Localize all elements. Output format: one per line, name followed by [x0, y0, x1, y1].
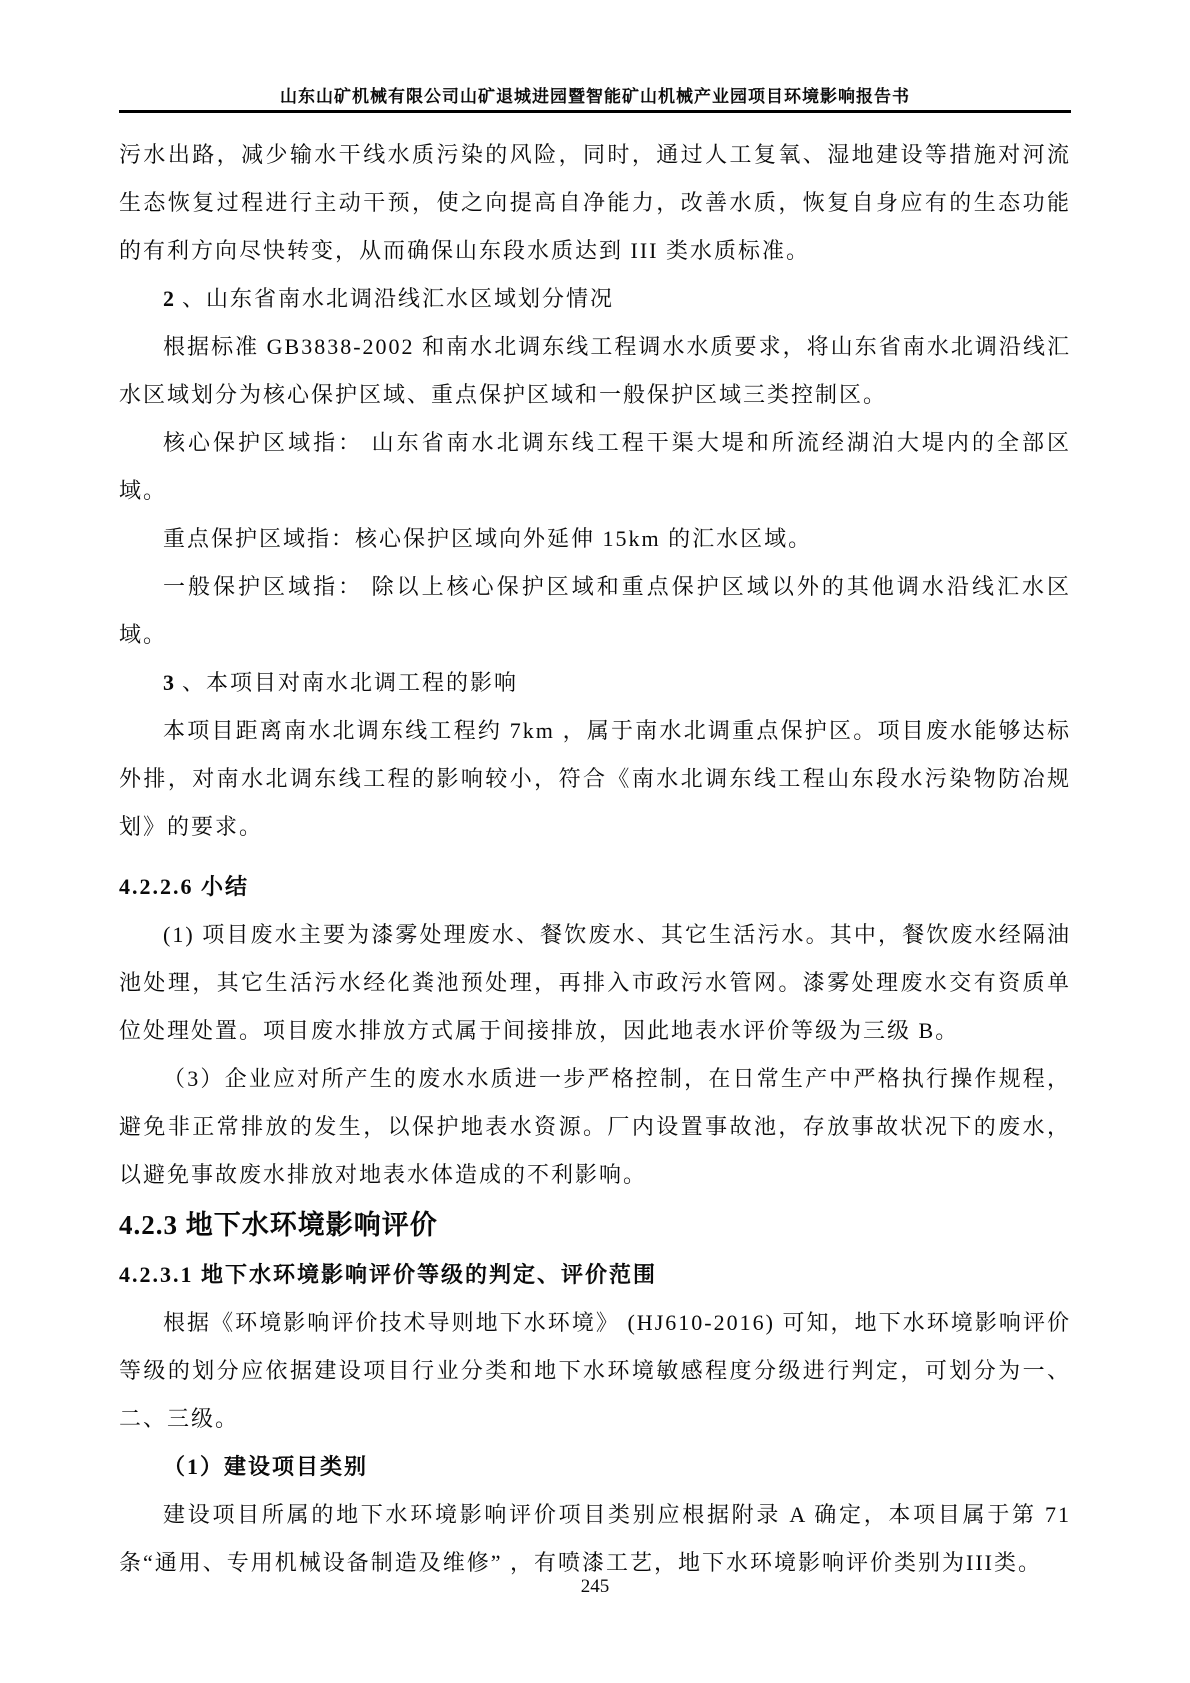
- heading-text: 、本项目对南水北调工程的影响: [182, 670, 519, 695]
- paragraph-hj610-basis: 根据《环境影响评价技术导则地下水环境》 (HJ610-2016) 可知，地下水环境影响评价等级的划分应依据建设项目行业分类和地下水环境敏感程度分级进行判定，可划分为一、二、三级。: [119, 1310, 1071, 1431]
- section-heading-4231-grade: 4.2.3.1 地下水环境影响评价等级的判定、评价范围: [119, 1262, 658, 1287]
- heading-number: 3: [163, 670, 176, 695]
- paragraph-core-protection-zone: 核心保护区域指： 山东省南水北调东线工程干渠大堤和所流经湖泊大堤内的全部区域。: [119, 430, 1071, 503]
- header-divider-line: [119, 110, 1071, 113]
- paragraph-summary-item-3: （3）企业应对所产生的废水水质进一步严格控制，在日常生产中严格执行操作规程，避免非正常排放的发生，以保护地表水资源。厂内设置事故池，存放事故状况下的废水，以避免事故废水排放对地表水体造成的不利影响。: [119, 1066, 1071, 1187]
- page-body: [119, 131, 1071, 1587]
- paragraph-project-distance: 本项目距离南水北调东线工程约 7km ，属于南水北调重点保护区。项目废水能够达标外排，对南水北调东线工程的影响较小，符合《南水北调东线工程山东段水污染物防冶规划》的要求。: [119, 718, 1071, 839]
- heading-text: 、山东省南水北调沿线汇水区域划分情况: [182, 286, 615, 311]
- section-heading-project-impact: [119, 659, 1071, 707]
- heading-project-category: （1）建设项目类别: [163, 1454, 369, 1479]
- paragraph-wastewater-outlet: 污水出路，减少输水干线水质污染的风险，同时，通过人工复氧、湿地建设等措施对河流生态恢复过程进行主动干预，使之向提高自净能力，改善水质，恢复自身应有的生态功能的有利方向尽快转变，从而确保山东段水质达到 III 类水质标准。: [119, 142, 1071, 263]
- paragraph-general-protection-zone: 一般保护区域指： 除以上核心保护区域和重点保护区域以外的其他调水沿线汇水区域。: [119, 574, 1071, 647]
- section-heading-4226-summary: 4.2.2.6 小结: [119, 874, 250, 899]
- paragraph-gb3838-standard: 根据标准 GB3838-2002 和南水北调东线工程调水水质要求，将山东省南水北调沿线汇水区域划分为核心保护区域、重点保护区域和一般保护区域三类控制区。: [119, 334, 1071, 407]
- page-number: 245: [580, 1576, 610, 1597]
- section-heading-423-groundwater: 4.2.3 地下水环境影响评价: [119, 1210, 438, 1240]
- paragraph-summary-item-1: (1) 项目废水主要为漆雾处理废水、餐饮废水、其它生活污水。其中，餐饮废水经隔油池处理，其它生活污水经化粪池预处理，再排入市政污水管网。漆雾处理废水交有资质单位处理处置。项目废水排放方式属于间接排放，因此地表水评价等级为三级 B。: [119, 922, 1071, 1043]
- report-header-title: 山东山矿机械有限公司山矿退城进园暨智能矿山机械产业园项目环境影响报告书: [280, 87, 910, 106]
- paragraph-category-determination: 建设项目所属的地下水环境影响评价项目类别应根据附录 A 确定，本项目属于第 71 条“通用、专用机械设备制造及维修” ，有喷漆工艺，地下水环境影响评价类别为III类。: [119, 1502, 1071, 1575]
- paragraph-key-protection-zone: 重点保护区域指：核心保护区域向外延伸 15km 的汇水区域。: [163, 526, 813, 551]
- heading-number: 2: [163, 286, 176, 311]
- section-heading-watershed-division: [119, 275, 1071, 323]
